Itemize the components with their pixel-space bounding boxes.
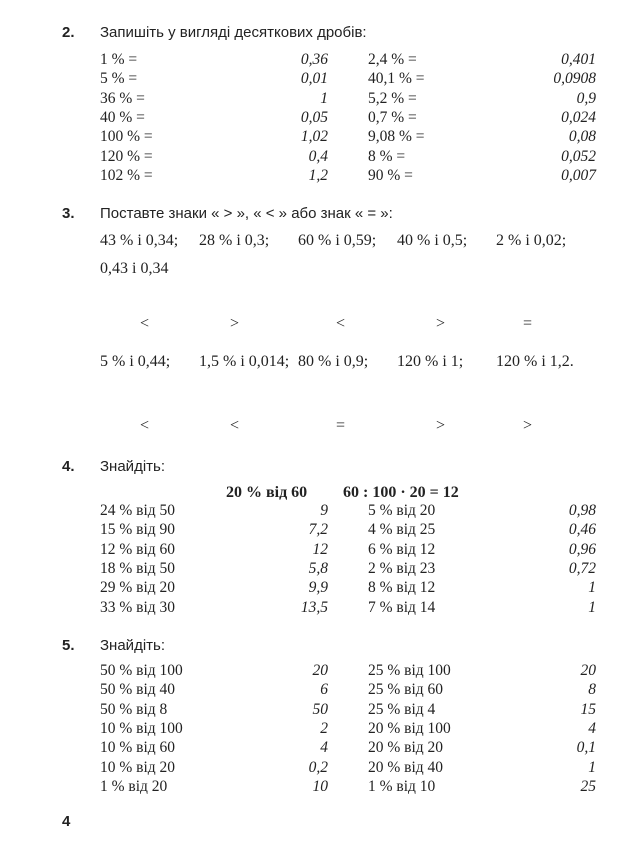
answer-right: 0,007 [561,166,596,184]
problem-right: 5,2 % = [368,89,417,107]
comparison-item: 60 % і 0,59; [298,232,377,249]
problem-right: 8 % від 12 [368,579,436,597]
answer-left: 13,5 [300,598,328,616]
exercise-row [0,90,640,109]
exercise-row [0,167,640,186]
answer-left: 0,05 [300,108,328,126]
problem-right: 20 % від 100 [368,719,451,737]
answer-right: 0,46 [568,521,596,539]
exercise-row [0,739,640,758]
problem-right: 25 % від 100 [368,662,451,679]
answer-right: 0,401 [561,51,596,68]
answer-left: 0,01 [300,70,328,88]
answer-left: 0,2 [308,758,328,776]
problem-left: 50 % від 40 [100,681,176,699]
problem-right: 5 % від 20 [368,502,436,519]
comparison-item: 1,5 % і 0,014; [199,353,290,370]
answer-right: 1 [588,579,596,597]
problem-left: 40 % = [100,108,145,126]
answer-left: 50 [312,700,328,718]
answer-left: 2 [320,719,328,737]
problem-left: 33 % від 30 [100,598,176,616]
exercise-row [0,579,640,598]
problem-right: 4 % від 25 [368,521,436,539]
answer-right: 0,052 [561,147,596,165]
answer-left: 9 [320,502,328,519]
problem-left: 10 % від 100 [100,719,183,737]
answer-right: 0,72 [568,559,596,577]
exercise-2-title: Запишіть у вигляді десяткових дробів: [100,24,367,41]
comparison-item: 0,43 і 0,34 [100,260,169,277]
answer-left: 9,9 [308,579,328,597]
comparison-item: 28 % і 0,3; [199,232,270,249]
problem-left: 50 % від 8 [100,700,168,718]
answer-right: 0,9 [576,89,596,107]
sign-answer: > [436,315,446,332]
answer-right: 15 [580,700,596,718]
problem-left: 1 % від 20 [100,777,168,795]
problem-left: 120 % = [100,147,153,165]
comparison-item: 2 % і 0,02; [496,232,567,249]
answer-right: 0,98 [568,502,596,519]
sign-answer: > [436,417,446,434]
answer-right: 1 [588,758,596,776]
exercise-row [0,109,640,128]
problem-right: 0,7 % = [368,108,417,126]
answer-left: 10 [312,777,328,795]
exercise-2-number: 2. [62,24,75,41]
problem-left: 100 % = [100,128,153,146]
answer-left: 1,2 [308,166,328,184]
answer-right: 1 [588,598,596,616]
exercise-5-number: 5. [62,637,75,654]
sign-answer: < [140,417,150,434]
problem-left: 12 % від 60 [100,540,176,558]
exercise-5-title: Знайдіть: [100,637,166,654]
answer-left: 0,36 [300,51,328,68]
sign-answer: > [523,417,533,434]
exercise-row [0,51,640,70]
exercise-row [0,128,640,147]
comparison-item: 43 % і 0,34; [100,232,179,249]
exercise-row [0,720,640,739]
exercise-row [0,599,640,618]
problem-left: 10 % від 60 [100,739,176,757]
answer-left: 12 [312,540,328,558]
answer-left: 1 [320,89,328,107]
exercise-4-title: Знайдіть: [100,458,166,475]
answer-right: 0,0908 [553,70,596,88]
answer-right: 0,024 [561,108,596,126]
answer-left: 20 [312,662,328,679]
problem-left: 36 % = [100,89,145,107]
exercise-3-number: 3. [62,205,75,222]
exercise-3-title: Поставте знаки « > », « < » або знак « = »: [100,205,393,222]
worked-example-solution: 60 : 100 · 20 = 12 [343,484,459,501]
problem-right: 20 % від 20 [368,739,444,757]
problem-left: 5 % = [100,70,138,88]
exercise-row [0,521,640,540]
problem-left: 10 % від 20 [100,758,176,776]
answer-right: 0,96 [568,540,596,558]
answer-right: 4 [588,719,596,737]
answer-right: 8 [588,681,596,699]
problem-right: 2,4 % = [368,51,417,68]
exercise-row [0,759,640,778]
answer-left: 1,02 [300,128,328,146]
comparison-item: 40 % і 0,5; [397,232,468,249]
exercise-row [0,662,640,681]
comparison-item: 5 % і 0,44; [100,353,171,370]
exercise-row [0,701,640,720]
problem-right: 9,08 % = [368,128,425,146]
worked-example-expression: 20 % від 60 [226,484,308,501]
problem-left: 1 % = [100,51,138,68]
comparison-item: 120 % і 1,2. [496,353,574,370]
answer-left: 5,8 [308,559,328,577]
problem-right: 40,1 % = [368,70,425,88]
problem-left: 102 % = [100,166,153,184]
sign-answer: > [230,315,240,332]
answer-right: 20 [580,662,596,679]
answer-left: 7,2 [308,521,328,539]
problem-right: 90 % = [368,166,413,184]
exercise-row [0,541,640,560]
sign-answer: < [230,417,240,434]
problem-left: 50 % від 100 [100,662,183,679]
answer-right: 0,08 [568,128,596,146]
sign-answer: < [336,315,346,332]
problem-right: 1 % від 10 [368,777,436,795]
problem-right: 2 % від 23 [368,559,436,577]
exercise-row [0,681,640,700]
sign-answer: < [140,315,150,332]
page-number: 4 [62,813,71,830]
problem-right: 20 % від 40 [368,758,444,776]
problem-right: 7 % від 14 [368,598,436,616]
answer-right: 0,1 [576,739,596,757]
exercise-row [0,70,640,89]
problem-right: 25 % від 60 [368,681,444,699]
problem-left: 24 % від 50 [100,502,176,519]
problem-left: 15 % від 90 [100,521,176,539]
comparison-item: 80 % і 0,9; [298,353,369,370]
exercise-row [0,148,640,167]
exercise-row [0,502,640,521]
sign-answer: = [336,417,346,434]
answer-left: 0,4 [308,147,328,165]
problem-left: 29 % від 20 [100,579,176,597]
problem-left: 18 % від 50 [100,559,176,577]
exercise-4-number: 4. [62,458,75,475]
problem-right: 25 % від 4 [368,700,436,718]
problem-right: 6 % від 12 [368,540,436,558]
answer-right: 25 [580,777,596,795]
comparison-item: 120 % і 1; [397,353,464,370]
sign-answer: = [523,315,533,332]
answer-left: 4 [320,739,328,757]
exercise-row [0,778,640,797]
exercise-row [0,560,640,579]
answer-left: 6 [320,681,328,699]
problem-right: 8 % = [368,147,406,165]
